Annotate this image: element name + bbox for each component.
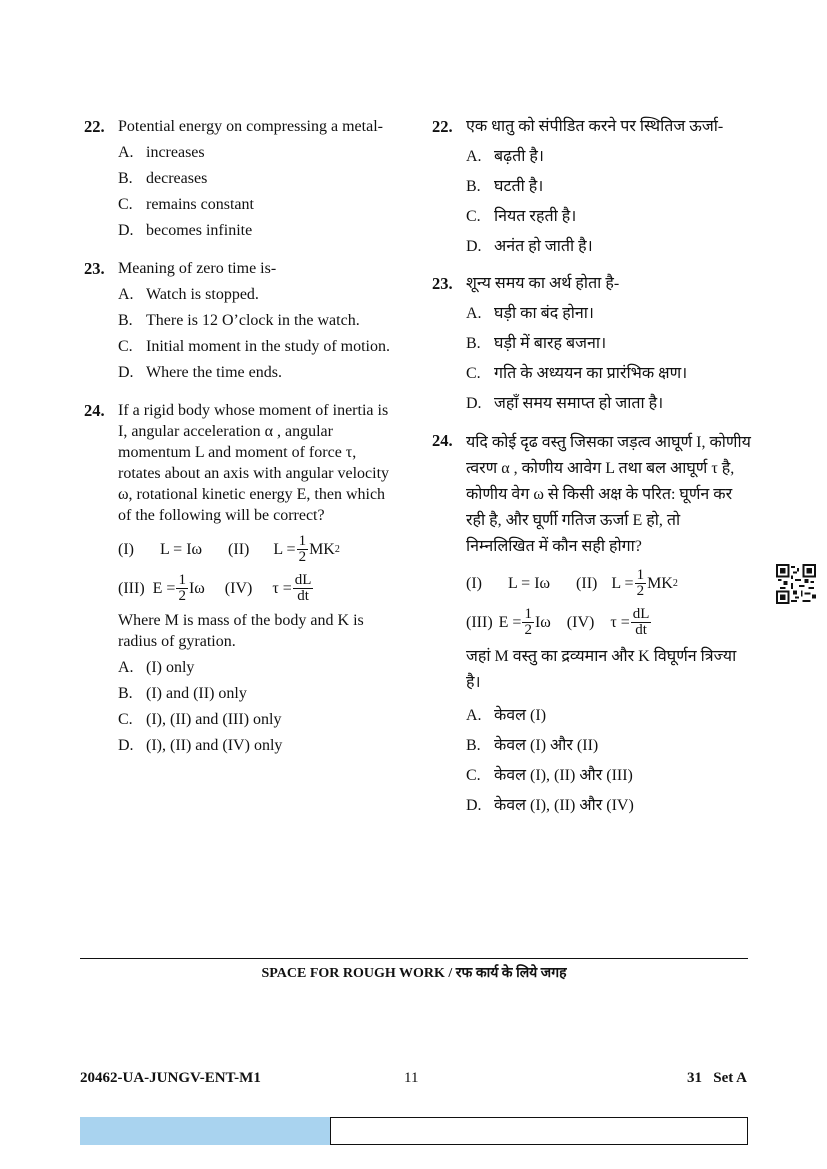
option: D. becomes infinite [118,222,253,239]
option: D. (I), (II) and (IV) only [118,737,283,754]
option: D. Where the time ends. [118,364,282,381]
formula-row-1: (I) L = Iω (II) L = $\frac{1}{2}$ MK 2 [118,533,340,565]
option: A. घड़ी का बंद होना। [466,305,594,322]
question-stem: Potential energy on compressing a metal- [118,118,383,135]
question-23-hi [432,273,752,414]
divider [80,958,748,959]
question-number: 24. [84,401,105,420]
question-stem: यदि कोई दृढ वस्तु जिसका जड़त्व आघूर्ण I, कोणीय त्वरण α , कोणीय आवेग L तथा बल आघूर्ण τ है, कोणीय वेग ω से किसी अक्ष के परित: घूर्णन कर रही है, और घूर्णी गतिज ऊर्जा E हो, तो निम्नलिखित में कौन सही होगा? [466,434,751,555]
formula-row-1: (I) L = Iω (II) L = $\frac{1}{2}$ MK 2 [466,567,678,599]
fraction: $\frac{dL}{dt}$ [632,606,650,638]
fraction: $\frac{dL}{dt}$ [294,572,312,604]
option: A. (I) only [118,659,195,676]
question-23-en [84,258,399,383]
set-label: 31 Set A [687,1070,747,1086]
option: D. अनंत हो जाती है। [466,238,593,255]
option: B. केवल (I) और (II) [466,737,599,754]
option: A. केवल (I) [466,707,547,724]
option: D. केवल (I), (II) और (IV) [466,797,634,814]
page-number: 11 [404,1070,419,1086]
question-number: 24. [432,431,453,450]
option: B. (I) and (II) only [118,685,247,702]
qr-code-icon [776,564,816,604]
question-24-en [84,400,399,756]
fraction: $\frac{1}{2}$ [524,606,532,638]
fraction: $\frac{1}{2}$ [178,572,186,604]
question-22-hi [432,116,752,257]
question-stem: Meaning of zero time is- [118,260,277,277]
question-number: 23. [432,274,453,293]
question-22-en [84,116,399,241]
option: A. बढ़ती है। [466,148,544,165]
option: B. घड़ी में बारह बजना। [466,335,607,352]
formula-row-2: (III) E = $\frac{1}{2}$ Iω (IV) τ = $\frac{dL}{dt}$ [466,606,650,638]
option: C. remains constant [118,196,254,213]
option: B. decreases [118,170,208,187]
question-stem: शून्य समय का अर्थ होता है- [466,275,620,292]
fraction: $\frac{1}{2}$ [298,533,307,565]
question-note: जहां M वस्तु का द्रव्यमान और K विघूर्णन त्रिज्या है। [466,648,737,691]
paper-code: 20462-UA-JUNGV-ENT-M1 [80,1070,261,1086]
question-stem: एक धातु को संपीडित करने पर स्थितिज ऊर्जा- [466,118,724,135]
question-number: 22. [84,117,105,136]
english-column [84,116,399,756]
question-stem: If a rigid body whose moment of inertia is I, angular acceleration α , angular momentum L and moment of force τ, rotates about an axis with angular velocity ω, rotational kinetic energy E, then which of the following will be correct? [118,402,390,524]
hindi-column [432,116,752,816]
option: B. घटती है। [466,178,544,195]
footer-box [330,1117,748,1145]
option: B. There is 12 O’clock in the watch. [118,312,360,329]
option: C. केवल (I), (II) और (III) [466,767,633,784]
option: A. Watch is stopped. [118,286,259,303]
option: D. जहाँ समय समाप्त हो जाता है। [466,395,664,412]
option: C. गति के अध्ययन का प्रारंभिक क्षण। [466,365,688,382]
fraction: $\frac{1}{2}$ [636,567,645,599]
option: A. increases [118,144,205,161]
question-number: 23. [84,259,105,278]
question-number: 22. [432,117,453,136]
formula-row-2: (III) E = $\frac{1}{2}$ Iω (IV) τ = $\frac{dL}{dt}$ [118,572,312,604]
option: C. Initial moment in the study of motion. [118,338,390,355]
option: C. नियत रहती है। [466,208,577,225]
question-24-hi [432,430,752,816]
footer-color-bar [80,1117,330,1145]
question-note: Where M is mass of the body and K is radius of gyration. [118,612,364,650]
rough-work-label: SPACE FOR ROUGH WORK / रफ कार्य के लिये जगह [261,966,567,981]
option: C. (I), (II) and (III) only [118,711,282,728]
